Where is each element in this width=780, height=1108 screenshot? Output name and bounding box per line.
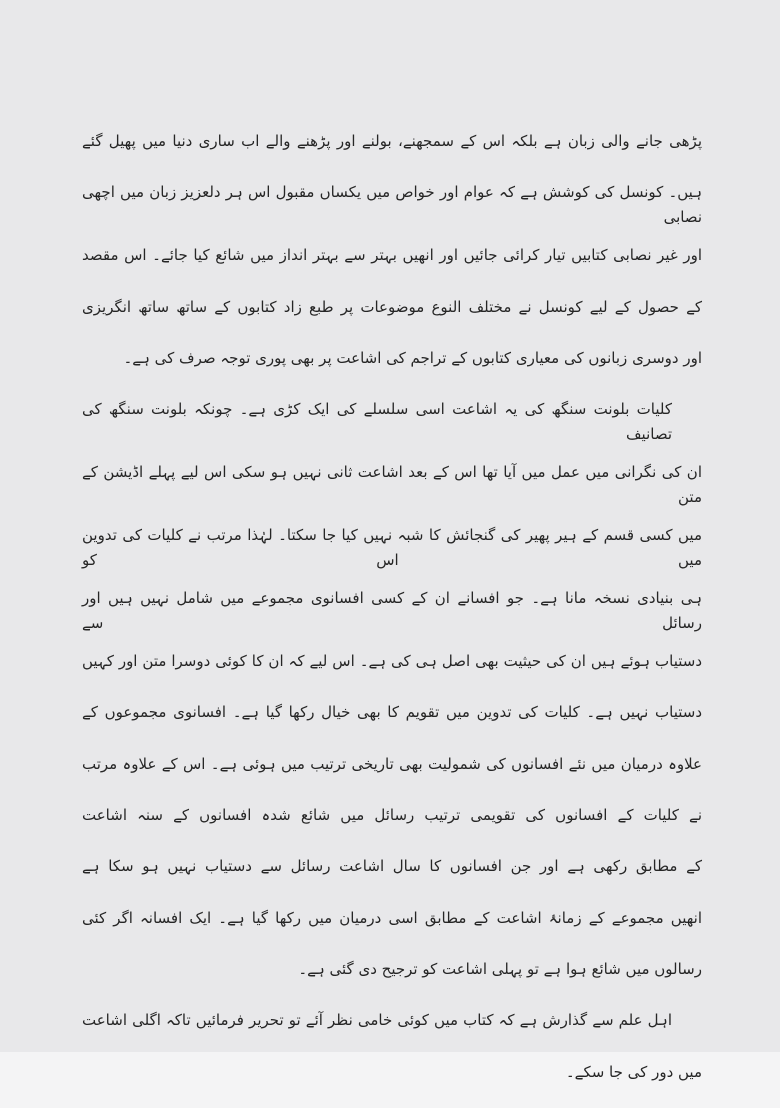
text-line: ہی بنیادی نسخہ مانا ہے۔ جو افسانے ان کے کسی افسانوی مجموعے میں شامل نہیں ہیں اور رسائل سے <box>82 589 702 633</box>
text-line: دستیاب ہوئے ہیں ان کی حیثیت بھی اصل ہی کی ہے۔ اس لیے کہ ان کا کوئی دوسرا متن اور کہیں <box>82 652 702 671</box>
text-line: پڑھی جانے والی زبان ہے بلکہ اس کے سمجھنے، بولنے اور پڑھنے والے اب ساری دنیا میں پھیل گئے <box>82 132 702 150</box>
text-line: رسالوں میں شائع ہوا ہے تو پہلی اشاعت کو ترجیح دی گئی ہے۔ <box>298 959 702 978</box>
text-line: میں کسی قسم کے ہیر پھیر کی گنجائش کا شبہ نہیں کیا جا سکتا۔ لہٰذا مرتب نے کلیات کی تدوین میں اس کو <box>82 526 702 570</box>
body-text <box>82 116 702 1098</box>
paragraph-3 <box>82 995 702 1098</box>
text-line: نے کلیات کے افسانوں کی تقویمی ترتیب رسائل میں شائع شدہ افسانوں کے سنہ اشاعت <box>82 806 702 825</box>
paragraph-1 <box>82 116 702 384</box>
text-line: علاوہ درمیان میں نئے افسانوں کی شمولیت بھی تاریخی ترتیب میں ہوئی ہے۔ اس کے علاوہ مرتب <box>82 754 702 773</box>
text-line: اور دوسری زبانوں کی معیاری کتابوں کے تراجم کی اشاعت پر بھی پوری توجہ صرف کی ہے۔ <box>123 348 702 367</box>
text-line: دستیاب نہیں ہے۔ کلیات کی تدوین میں تقویم کا بھی خیال رکھا گیا ہے۔ افسانوی مجموعوں کے <box>82 703 702 722</box>
text-line: کے حصول کے لیے کونسل نے مختلف النوع موضوعات پر طبع زاد کتابوں کے ساتھ ساتھ انگریزی <box>82 297 702 316</box>
text-line: ہیں۔ کونسل کی کوشش ہے کہ عوام اور خواص میں یکساں مقبول اس ہر دلعزیز زبان میں اچھی نصابی <box>82 183 702 227</box>
paragraph-2 <box>82 384 702 995</box>
text-line: اور غیر نصابی کتابیں تیار کرائی جائیں اور انھیں بہتر سے بہتر انداز میں شائع کیا جائے۔ اس مقصد <box>82 246 702 265</box>
text-line: ان کی نگرانی میں عمل میں آیا تھا اس کے بعد اشاعت ثانی نہیں ہو سکی اس لیے پہلے اڈیشن کے متن <box>82 463 702 507</box>
text-line: کے مطابق رکھی ہے اور جن افسانوں کا سال اشاعت رسائل سے دستیاب نہیں ہو سکا ہے <box>82 857 702 876</box>
text-line: کلیات بلونت سنگھ کی یہ اشاعت اسی سلسلے کی ایک کڑی ہے۔ چونکہ بلونت سنگھ کی تصانیف <box>82 400 672 444</box>
text-line: میں دور کی جا سکے۔ <box>565 1062 702 1081</box>
text-line: اہل علم سے گذارش ہے کہ کتاب میں کوئی خامی نظر آئے تو تحریر فرمائیں تاکہ اگلی اشاعت <box>82 1011 672 1030</box>
text-line: انھیں مجموعے کے زمانۂ اشاعت کے مطابق اسی درمیان میں رکھا گیا ہے۔ ایک افسانہ اگر کئی <box>82 908 702 927</box>
